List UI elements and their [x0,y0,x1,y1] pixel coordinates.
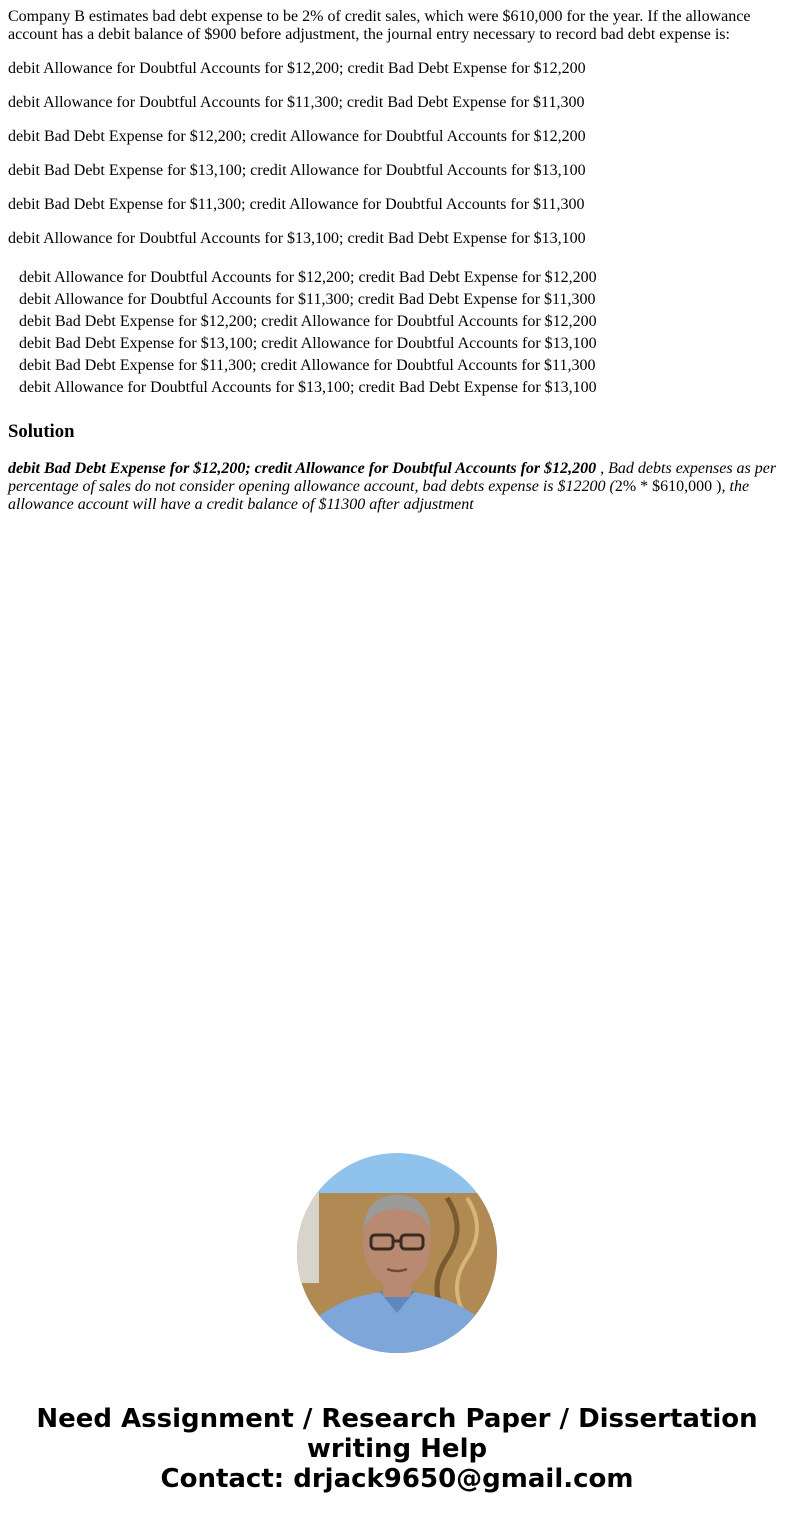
document-body [8,8,786,514]
answer-bold: debit Bad Debt Expense for $12,200; credit Allowance for Doubtful Accounts for $12,200 [8,460,597,477]
list-item: debit Bad Debt Expense for $11,300; credit Allowance for Doubtful Accounts for $11,300 [19,357,596,374]
footer-line-2: writing Help [306,1434,488,1464]
solution-heading: Solution [8,421,75,442]
list-item: debit Bad Debt Expense for $13,100; credit Allowance for Doubtful Accounts for $13,100 [19,335,597,352]
author-avatar [297,1153,497,1353]
calculation: 2% * $610,000 ) [614,478,722,495]
explanation-part-2: , the allowance account will have a credit balance of $11300 after adjustment [8,478,750,513]
footer-contact: Contact: drjack9650@gmail.com [160,1464,634,1494]
option-paragraph: debit Bad Debt Expense for $13,100; credit Allowance for Doubtful Accounts for $13,100 [8,162,586,179]
list-item: debit Allowance for Doubtful Accounts for $13,100; credit Bad Debt Expense for $13,100 [19,379,597,396]
avatar-side-panel [297,1193,319,1283]
footer-promo [0,1404,794,1494]
question-text: Company B estimates bad debt expense to be 2% of credit sales, which were $610,000 for the year. If the allowance account has a debit balance of $900 before adjustment, the journal entry necessary to record bad debt expense is: [8,8,751,43]
option-paragraph: debit Bad Debt Expense for $11,300; credit Allowance for Doubtful Accounts for $11,300 [8,196,585,213]
options-list [8,267,786,399]
explanation-part-1: , Bad debts expenses as per percentage of sales do not consider opening allowance account, bad debts expense is $12200 ( [8,460,777,495]
option-paragraph: debit Allowance for Doubtful Accounts for $11,300; credit Bad Debt Expense for $11,300 [8,94,585,111]
list-item: debit Allowance for Doubtful Accounts for $12,200; credit Bad Debt Expense for $12,200 [19,269,597,286]
options-paragraphs [8,60,786,248]
avatar-portrait-image [297,1153,497,1353]
option-paragraph: debit Allowance for Doubtful Accounts for $13,100; credit Bad Debt Expense for $13,100 [8,230,586,247]
footer-line-1: Need Assignment / Research Paper / Dissertation [36,1404,758,1434]
list-item: debit Bad Debt Expense for $12,200; credit Allowance for Doubtful Accounts for $12,200 [19,313,597,330]
option-paragraph: debit Allowance for Doubtful Accounts for $12,200; credit Bad Debt Expense for $12,200 [8,60,586,77]
list-item: debit Allowance for Doubtful Accounts for $11,300; credit Bad Debt Expense for $11,300 [19,291,596,308]
solution-answer [8,460,786,514]
option-paragraph: debit Bad Debt Expense for $12,200; credit Allowance for Doubtful Accounts for $12,200 [8,128,586,145]
